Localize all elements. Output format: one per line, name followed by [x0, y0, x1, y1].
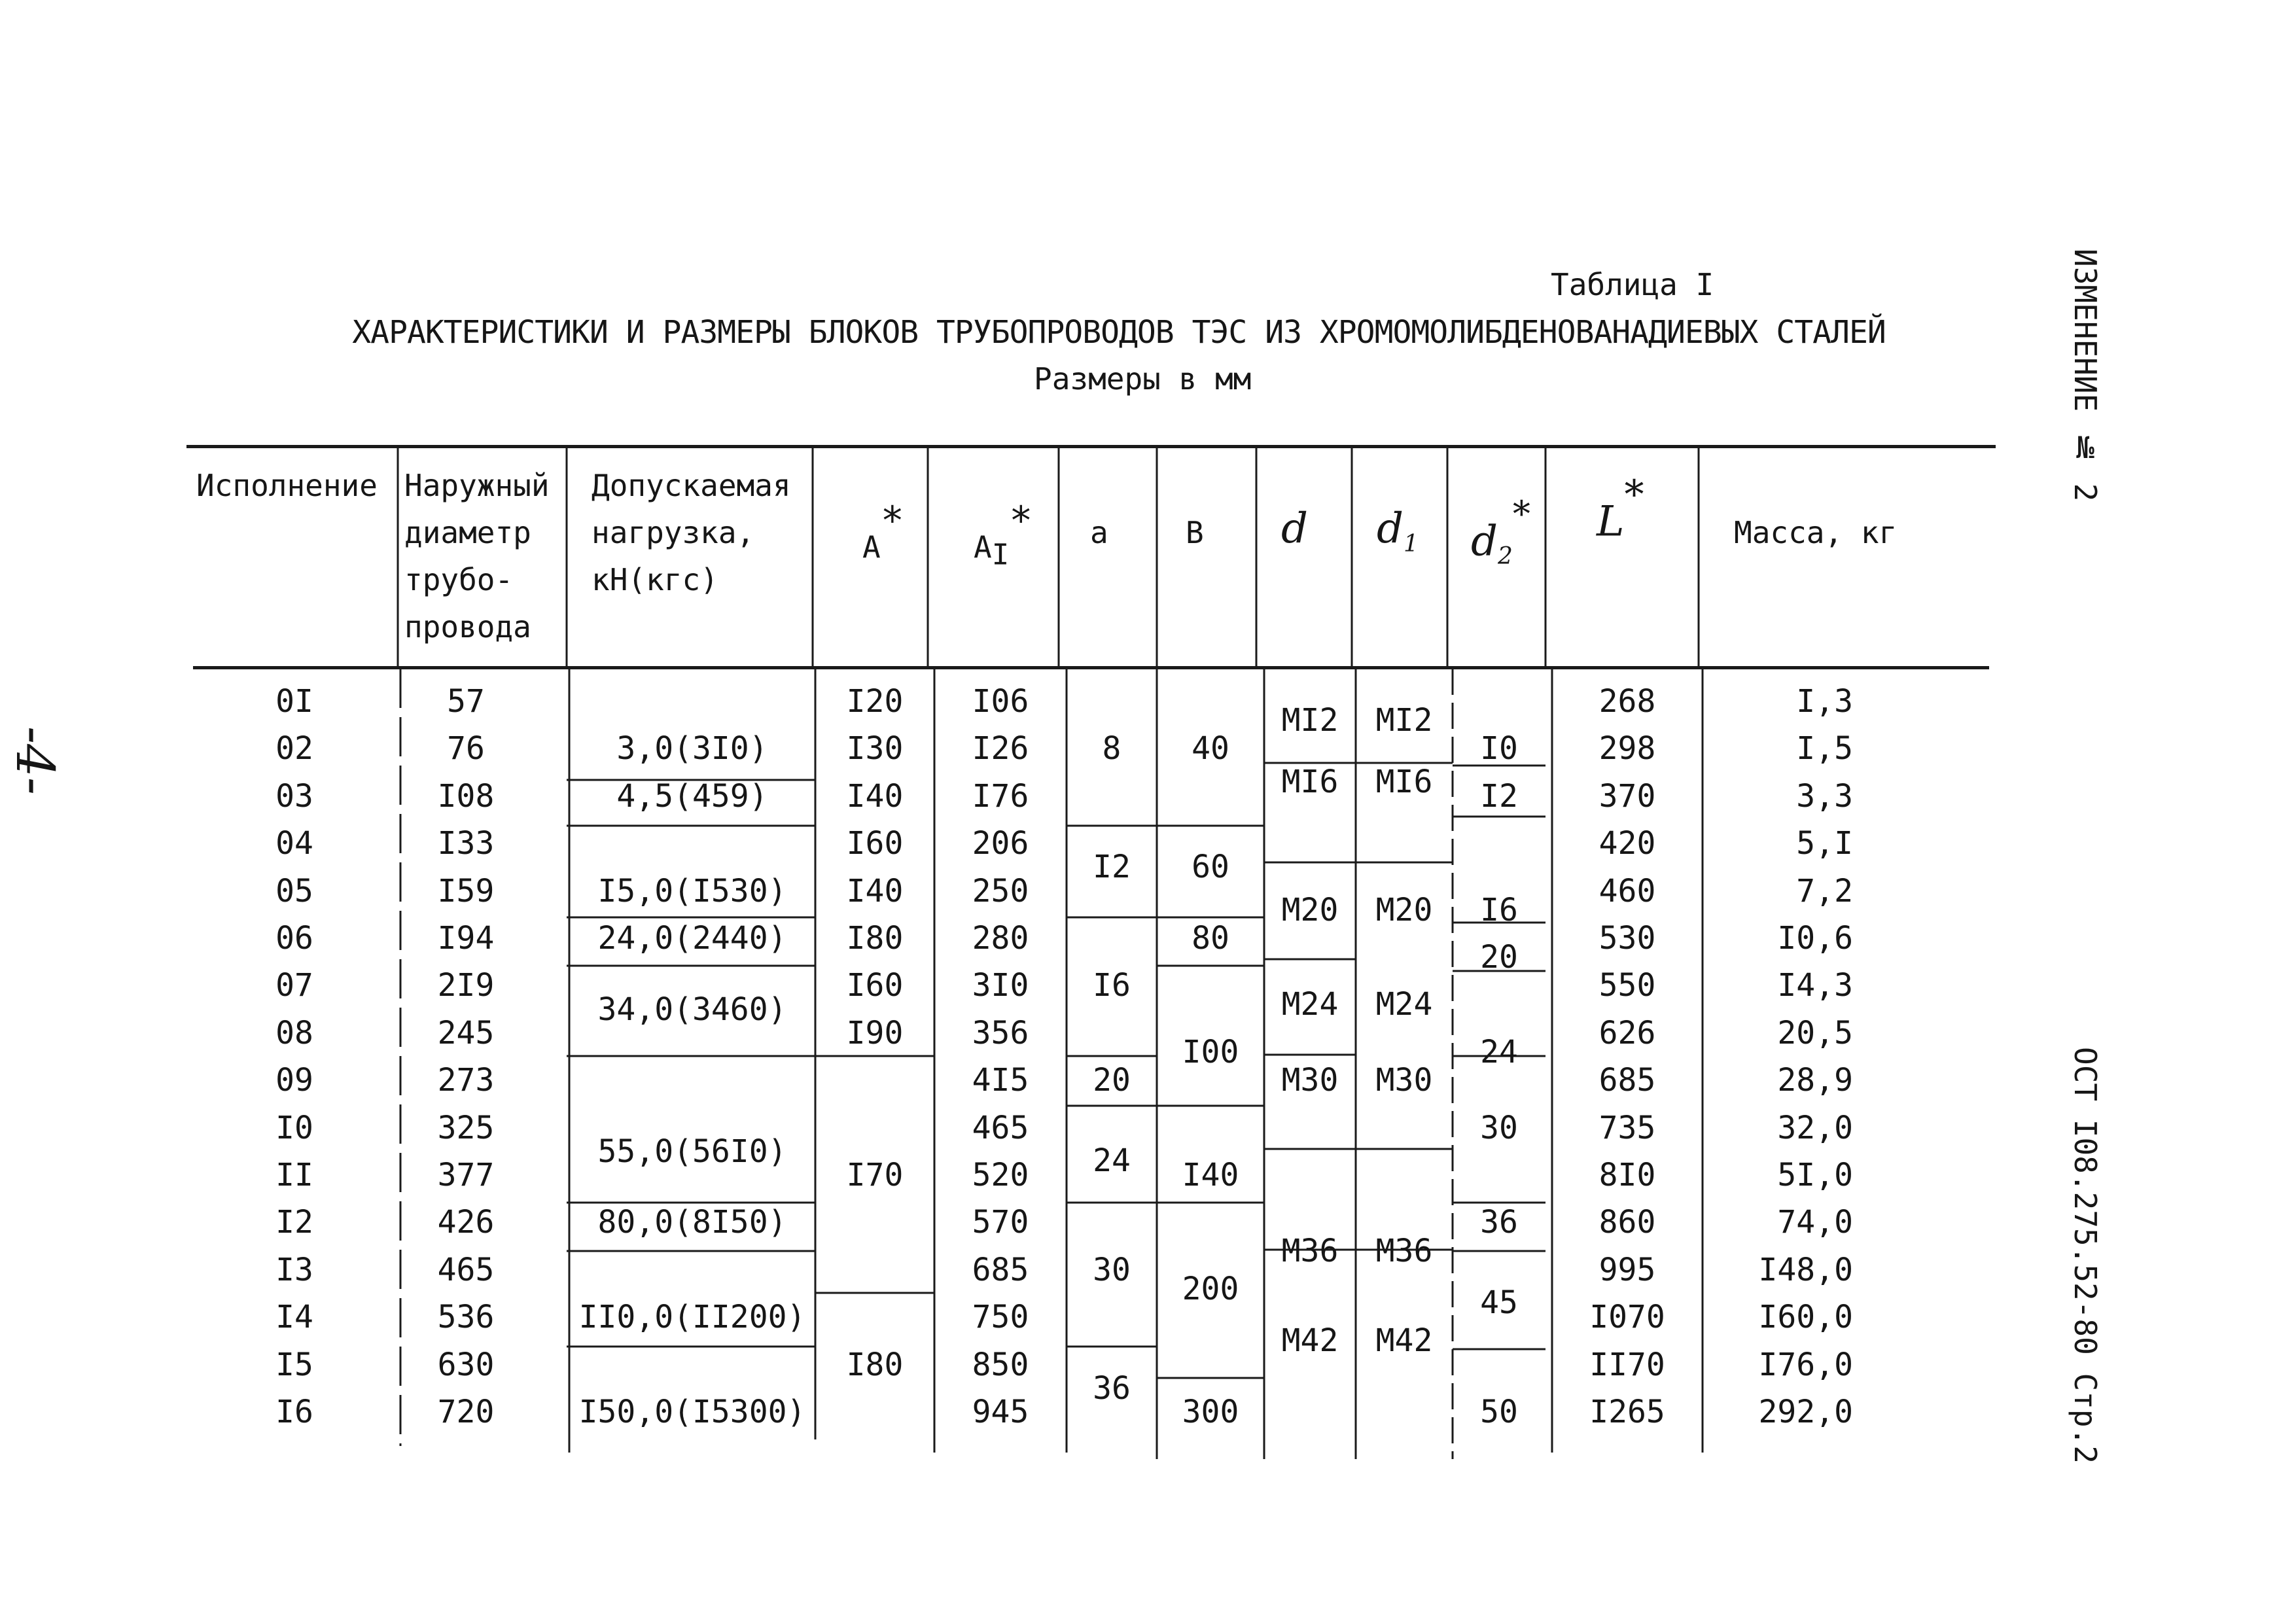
A1-cell: I26	[972, 730, 1029, 767]
d1-cell: M20	[1375, 891, 1433, 928]
mass-cell: 3,3	[1796, 777, 1853, 815]
load-cell: 55,0(56I0)	[597, 1133, 787, 1170]
d-cell: M30	[1281, 1062, 1339, 1099]
A-cell: I40	[846, 777, 904, 815]
d-cell: MI6	[1281, 764, 1339, 801]
A1-cell: 3I0	[972, 967, 1029, 1004]
d2-cell: I6	[1480, 891, 1518, 928]
A-cell: I80	[846, 1346, 904, 1383]
ispolnenie-cell: I2	[275, 1204, 313, 1241]
A-cell: I20	[846, 683, 904, 720]
a-cell: 24	[1093, 1142, 1131, 1180]
header-a: a	[1090, 515, 1108, 550]
header-B: B	[1186, 515, 1204, 550]
load-cell: II0,0(II200)	[578, 1299, 806, 1336]
a-cell: 30	[1093, 1251, 1131, 1288]
diameter-cell: 536	[437, 1299, 495, 1336]
ispolnenie-cell: I3	[275, 1251, 313, 1288]
diameter-cell: 465	[437, 1251, 495, 1288]
A1-cell: I76	[972, 777, 1029, 815]
ispolnenie-cell: 0I	[275, 683, 313, 720]
L-cell: 550	[1598, 967, 1656, 1004]
L-cell: 420	[1598, 825, 1656, 862]
header-A1: $A_I^*$	[974, 498, 1033, 572]
mass-cell: I4,3	[1777, 967, 1853, 1004]
header-d1: $d_1$	[1377, 504, 1419, 557]
load-cell: 24,0(2440)	[597, 920, 787, 957]
amendment-label: ИЗМЕНЕНИЕ № 2	[2068, 249, 2103, 502]
ispolnenie-cell: 09	[275, 1062, 313, 1099]
diameter-cell: I94	[437, 920, 495, 957]
header-mass: Масса, кг	[1734, 515, 1898, 550]
ispolnenie-cell: 03	[275, 777, 313, 815]
diameter-cell: 245	[437, 1014, 495, 1051]
B-cell: 80	[1192, 920, 1229, 957]
d2-cell: 20	[1480, 938, 1518, 976]
diameter-cell: I59	[437, 872, 495, 909]
load-cell: 34,0(3460)	[597, 991, 787, 1028]
L-cell: 298	[1598, 730, 1656, 767]
ispolnenie-cell: 05	[275, 872, 313, 909]
L-cell: 735	[1598, 1109, 1656, 1146]
A1-cell: 750	[972, 1299, 1029, 1336]
A-cell: I70	[846, 1157, 904, 1193]
B-cell: I40	[1182, 1157, 1239, 1193]
A-cell: I80	[846, 920, 904, 957]
d2-cell: 24	[1480, 1033, 1518, 1070]
d2-cell: I0	[1480, 730, 1518, 767]
d1-cell: M36	[1375, 1232, 1433, 1269]
header-A: A*	[862, 498, 904, 565]
header-d2: $d_2^*$	[1471, 493, 1530, 571]
d1-cell: M30	[1375, 1062, 1433, 1099]
diameter-cell: 720	[437, 1394, 495, 1430]
table-label: Таблица I	[1551, 267, 1714, 302]
header-diameter: Наружный диаметр трубо- провода	[404, 468, 550, 644]
L-cell: 626	[1598, 1014, 1656, 1051]
load-cell: 3,0(3I0)	[616, 730, 768, 767]
mass-cell: 32,0	[1777, 1109, 1853, 1146]
diameter-cell: 426	[437, 1204, 495, 1241]
L-cell: 685	[1598, 1062, 1656, 1099]
A1-cell: 4I5	[972, 1062, 1029, 1099]
d2-cell: 36	[1480, 1204, 1518, 1241]
d2-cell: I2	[1480, 777, 1518, 815]
ispolnenie-cell: 08	[275, 1014, 313, 1051]
diameter-cell: 630	[437, 1346, 495, 1383]
load-cell: 80,0(8I50)	[597, 1204, 787, 1241]
d2-cell: 45	[1480, 1284, 1518, 1322]
A-cell: I90	[846, 1014, 904, 1051]
L-cell: 268	[1598, 683, 1656, 720]
header-L: L*	[1597, 472, 1644, 546]
diameter-cell: 377	[437, 1157, 495, 1193]
A1-cell: 250	[972, 872, 1029, 909]
d2-cell: 50	[1480, 1394, 1518, 1430]
a-cell: 36	[1093, 1369, 1131, 1407]
A-cell: I30	[846, 730, 904, 767]
mass-cell: 74,0	[1777, 1204, 1853, 1241]
L-cell: II70	[1589, 1346, 1665, 1383]
header-d: d	[1281, 504, 1308, 553]
mass-cell: 7,2	[1796, 872, 1853, 909]
header-load: Допускаемая нагрузка, кН(кгс)	[592, 468, 791, 597]
mass-cell: 20,5	[1777, 1014, 1853, 1051]
B-cell: I00	[1182, 1033, 1239, 1070]
d-cell: M24	[1281, 986, 1339, 1023]
B-cell: 60	[1192, 849, 1229, 886]
L-cell: 460	[1598, 872, 1656, 909]
d-cell: MI2	[1281, 701, 1339, 739]
ispolnenie-cell: 04	[275, 825, 313, 862]
diameter-cell: I33	[437, 825, 495, 862]
diameter-cell: 273	[437, 1062, 495, 1099]
L-cell: 8I0	[1598, 1157, 1656, 1193]
mass-cell: I76,0	[1758, 1346, 1853, 1383]
B-cell: 300	[1182, 1394, 1239, 1430]
d2-cell: 30	[1480, 1109, 1518, 1146]
mass-cell: 5I,0	[1777, 1157, 1853, 1193]
mass-cell: I,5	[1796, 730, 1853, 767]
diameter-cell: 325	[437, 1109, 495, 1146]
ispolnenie-cell: I6	[275, 1394, 313, 1430]
L-cell: 370	[1598, 777, 1656, 815]
diameter-cell: I08	[437, 777, 495, 815]
a-cell: 8	[1102, 730, 1122, 767]
mass-cell: I0,6	[1777, 920, 1853, 957]
diameter-cell: 57	[447, 683, 485, 720]
load-cell: I50,0(I5300)	[578, 1394, 806, 1430]
mass-cell: I,3	[1796, 683, 1853, 720]
d1-cell: M42	[1375, 1322, 1433, 1360]
d1-cell: MI2	[1375, 701, 1433, 739]
ispolnenie-cell: 06	[275, 920, 313, 957]
a-cell: I6	[1093, 967, 1131, 1004]
mass-cell: 5,I	[1796, 825, 1853, 862]
ispolnenie-cell: I5	[275, 1346, 313, 1383]
ispolnenie-cell: II	[275, 1157, 313, 1193]
ispolnenie-cell: 07	[275, 967, 313, 1004]
ispolnenie-cell: I4	[275, 1299, 313, 1336]
A1-cell: 570	[972, 1204, 1029, 1241]
d-cell: M20	[1281, 891, 1339, 928]
load-cell: 4,5(459)	[616, 777, 768, 815]
A1-cell: 280	[972, 920, 1029, 957]
diameter-cell: 2I9	[437, 967, 495, 1004]
mass-cell: I60,0	[1758, 1299, 1853, 1336]
ispolnenie-cell: 02	[275, 730, 313, 767]
L-cell: 860	[1598, 1204, 1656, 1241]
L-cell: 530	[1598, 920, 1656, 957]
d-cell: M36	[1281, 1232, 1339, 1269]
ispolnenie-cell: I0	[275, 1109, 313, 1146]
d1-cell: MI6	[1375, 764, 1433, 801]
L-cell: 995	[1598, 1251, 1656, 1288]
A1-cell: 465	[972, 1109, 1029, 1146]
d1-cell: M24	[1375, 986, 1433, 1023]
a-cell: 20	[1093, 1062, 1131, 1099]
A1-cell: 356	[972, 1014, 1029, 1051]
header-ispolnenie: Исполнение	[196, 468, 378, 503]
A1-cell: 206	[972, 825, 1029, 862]
d-cell: M42	[1281, 1322, 1339, 1360]
page-number: -4-	[5, 726, 65, 795]
diameter-cell: 76	[447, 730, 485, 767]
mass-cell: 28,9	[1777, 1062, 1853, 1099]
L-cell: I070	[1589, 1299, 1665, 1336]
A1-cell: 850	[972, 1346, 1029, 1383]
B-cell: 200	[1182, 1270, 1239, 1307]
A-cell: I40	[846, 872, 904, 909]
B-cell: 40	[1192, 730, 1229, 767]
mass-cell: I48,0	[1758, 1251, 1853, 1288]
A1-cell: 520	[972, 1157, 1029, 1193]
A1-cell: 685	[972, 1251, 1029, 1288]
load-cell: I5,0(I530)	[597, 872, 787, 909]
L-cell: I265	[1589, 1394, 1665, 1430]
mass-cell: 292,0	[1758, 1394, 1853, 1430]
standard-page-label: ОСТ I08.275.52-80 Стр.2	[2068, 1047, 2103, 1464]
A1-cell: 945	[972, 1394, 1029, 1430]
table-title: ХАРАКТЕРИСТИКИ И РАЗМЕРЫ БЛОКОВ ТРУБОПРОВОДОВ ТЭС ИЗ ХРОМОМОЛИБДЕНОВАНАДИЕВЫХ СТАЛЕЙ	[352, 314, 1886, 351]
a-cell: I2	[1093, 849, 1131, 886]
A1-cell: I06	[972, 683, 1029, 720]
A-cell: I60	[846, 967, 904, 1004]
A-cell: I60	[846, 825, 904, 862]
